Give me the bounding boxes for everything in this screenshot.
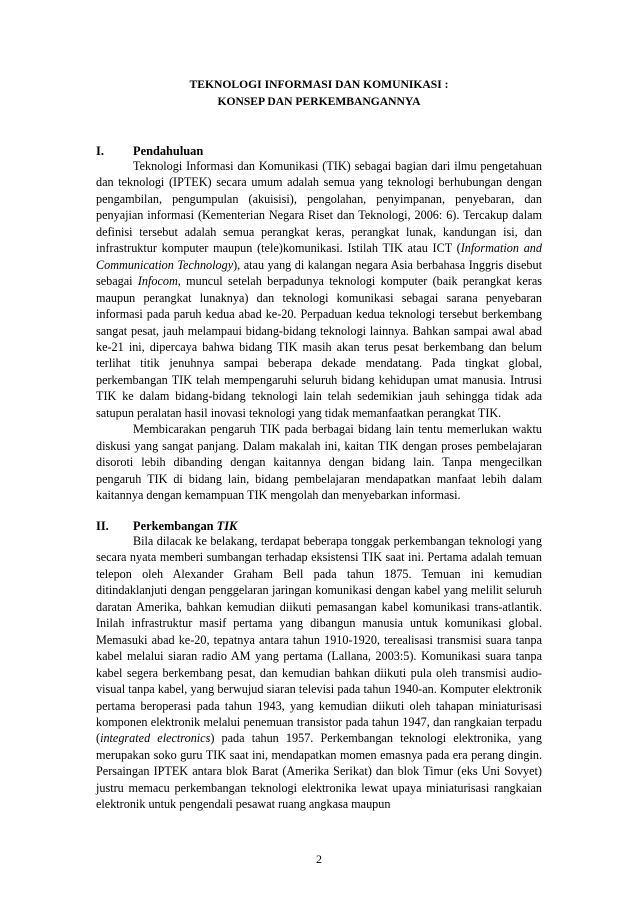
section-1-paragraph-2: Membicarakan pengaruh TIK pada berbagai bidang lain tentu memerlukan waktu diskusi yang sangat panjang. Dalam makalah ini, kaitan TIK dengan proses pembelajaran disoroti lebih dibanding dengan kaitannya dengan bidang lain. Tanpa mengecilkan pengaruh TIK di bidang lain, bidang pembelajaran mendapatkan manfaat lebih dalam kaitannya dengan kemampuan TIK mengolah dan menyebarkan informasi. bbox=[96, 422, 542, 503]
section-1-paragraph-1: Teknologi Informasi dan Komunikasi (TIK) sebagai bagian dari ilmu pengetahuan dan teknologi (IPTEK) secara umum adalah semua yang teknologi berhubungan dengan pengambilan, pengumpulan (akuisisi), pengolahan, penyimpanan, penyebaran, dan penyajian informasi (Kementerian Negara Riset dan Teknologi, 2006: 6). Tercakup dalam definisi tersebut adalah semua perangkat keras, perangkat lunak, kandungan isi, dan infrastruktur komputer maupun (tele)komunikasi. Istilah TIK atau ICT (Information and Communication Technology), atau yang di kalangan negara Asia berbahasa Inggris disebut sebagai Infocom, muncul setelah berpadunya teknologi komputer (baik perangkat keras maupun perangkat lunaknya) dan teknologi komunikasi sebagai sarana penyebaran informasi pada paruh kedua abad ke-20. Perpaduan kedua teknologi tersebut berkembang sangat pesat, jauh melampaui bidang-bidang teknologi lainnya. Bahkan sampai awal abad ke-21 ini, dipercaya bahwa bidang TIK masih akan terus pesat berkembang dan belum terlihat titik jenuhnya sampai beberapa dekade mendatang. Pada tingkat global, perkembangan TIK telah mempengaruhi seluruh bidang kehidupan umat manusia. Intrusi TIK ke dalam bidang-bidang teknologi lain telah sedemikian jauh sehingga tidak ada satupun peralatan hasil inovasi teknologi yang tidak memanfaatkan perangkat TIK. bbox=[96, 159, 542, 420]
section-1-title: Pendahuluan bbox=[133, 144, 204, 158]
section-1-number: I. bbox=[96, 144, 104, 158]
integrated-electronics-term: integrated electronics bbox=[100, 731, 211, 746]
section-2-title-em: TIK bbox=[216, 519, 238, 533]
title-line-2: KONSEP DAN PERKEMBANGANNYA bbox=[217, 95, 421, 108]
section-2-number: II. bbox=[96, 519, 109, 533]
page-number: 2 bbox=[316, 852, 322, 866]
section-2-body bbox=[96, 533, 542, 813]
section-2-paragraph-1: Bila dilacak ke belakang, terdapat beberapa tonggak perkembangan teknologi yang secara nyata memberi sumbangan terhadap eksistensi TIK saat ini. Pertama adalah temuan telepon oleh Alexander Graham Bell pada tahun 1875. Temuan ini kemudian ditindaklanjuti dengan penggelaran jaringan komunikasi dengan kabel yang melilit seluruh daratan Amerika, bahkan kemudian diikuti pemasangan kabel komunikasi trans-atlantik. Inilah infrastruktur masif pertama yang dibangun manusia untuk komunikasi global. Memasuki abad ke-20, tepatnya antara tahun 1910-1920, terealisasi transmisi suara tanpa kabel melalui siaran radio AM yang pertama (Lallana, 2003:5). Komunikasi suara tanpa kabel segera berkembang pesat, dan kemudian bahkan diikuti pula oleh transmisi audio-visual tanpa kabel, yang berwujud siaran televisi pada tahun 1940-an. Komputer elektronik pertama beroperasi pada tahun 1943, yang kemudian diikuti oleh tahapan miniaturisasi komponen elektronik melalui penemuan transistor pada tahun 1947, dan rangkaian terpadu (integrated electronics) pada tahun 1957. Perkembangan teknologi elektronika, yang merupakan soko guru TIK saat ini, mendapatkan momen emasnya pada era perang dingin. Persaingan IPTEK antara blok Barat (Amerika Serikat) dan blok Timur (eks Uni Sovyet) justru memacu perkembangan teknologi elektronika lewat upaya miniaturisasi rangkaian elektronik untuk pengendali pesawat ruang angkasa maupun bbox=[96, 534, 542, 812]
ict-term: Information and Communication Technology bbox=[96, 241, 542, 272]
section-1-body bbox=[96, 158, 542, 504]
section-2-title: Perkembangan bbox=[133, 519, 217, 533]
document-title bbox=[96, 76, 542, 110]
title-line-1: TEKNOLOGI INFORMASI DAN KOMUNIKASI : bbox=[189, 78, 449, 91]
infocom-term: Infocom bbox=[137, 274, 178, 289]
